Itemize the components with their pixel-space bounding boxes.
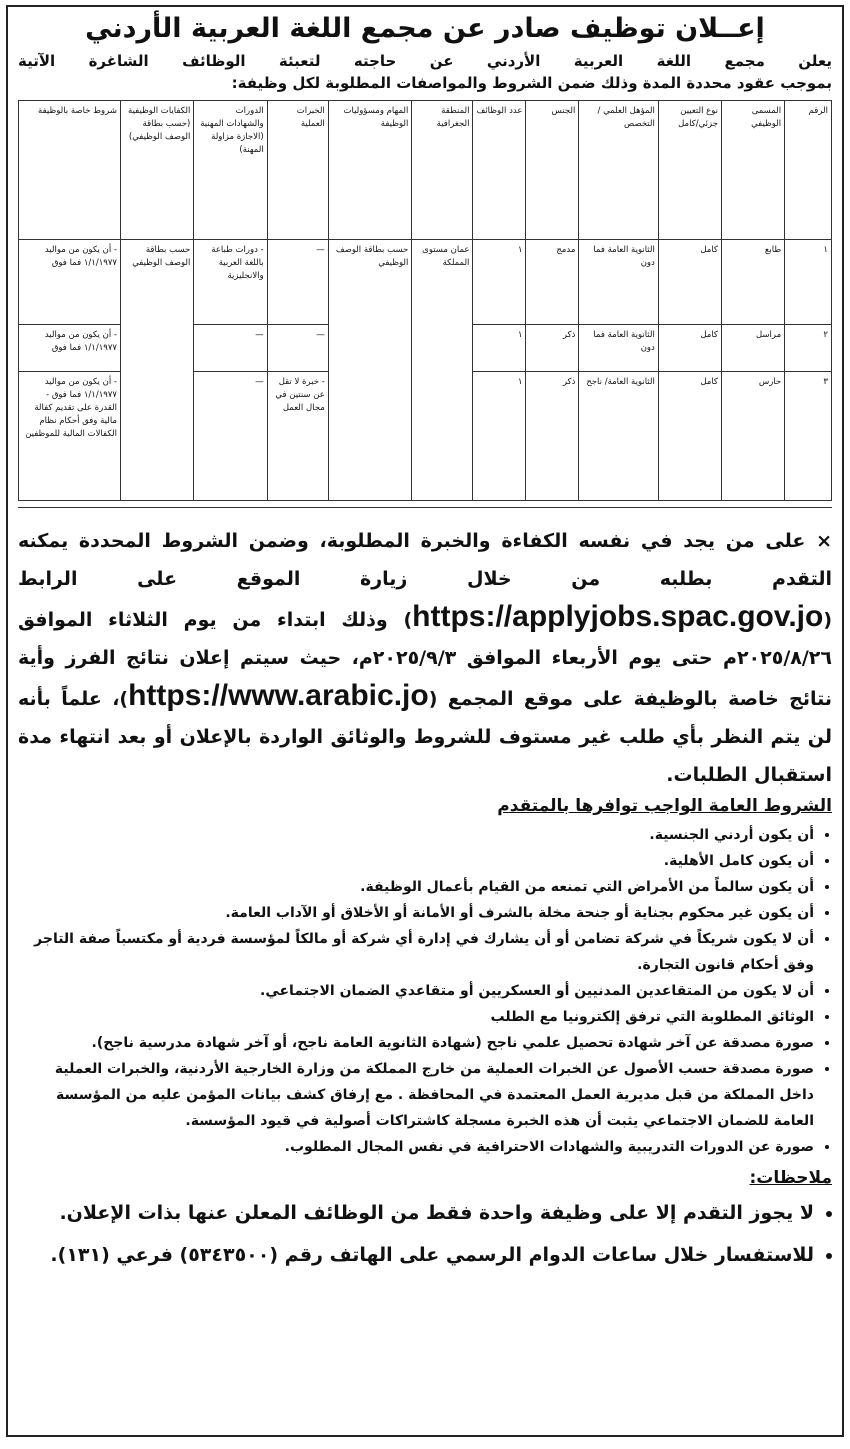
- table-cell: - أن يكون من مواليد ١/١/١٩٧٧ فما فوق - القدرة على تقديم كفالة مالية وفق أحكام نظام الكفالات المالية للموظفين: [19, 372, 121, 501]
- table-row: [19, 240, 832, 325]
- divider: [18, 507, 832, 514]
- intro-line-1: يعلن مجمع اللغة العربية الأردني عن حاجته لتعبئة الوظائف الشاغرة الآتية: [18, 52, 832, 70]
- table-cell: ٣: [785, 372, 832, 501]
- header-cell: الدورات والشهادات المهنية (الاجازة مزاولة المهنة): [194, 101, 267, 240]
- header-cell: عدد الوظائف: [473, 101, 526, 240]
- conditions-heading: الشروط العامة الواجب توافرها بالمتقدم: [497, 796, 832, 816]
- table-cell: —: [267, 325, 328, 372]
- table-cell: الثانوية العامة فما دون: [579, 240, 658, 325]
- notes-heading: ملاحظات:: [749, 1168, 832, 1188]
- table-cell: - دورات طباعة باللغة العربية والانجليزية: [194, 240, 267, 325]
- application-text-3: )، علماً بأنه لن يتم النظر بأي طلب غير مستوف للشروط والوثائق الواردة بالإعلان أو بعد انتهاء مدة استقبال الطلبات.: [18, 688, 832, 786]
- table-header-row: [19, 101, 832, 240]
- table-cell: ١: [785, 240, 832, 325]
- header-cell: المنطقة الجغرافية: [412, 101, 473, 240]
- table-cell: مدمج: [526, 240, 579, 325]
- table-cell: - أن يكون من مواليد ١/١/١٩٧٧ فما فوق: [19, 240, 121, 325]
- list-item: • أن يكون غير محكوم بجناية أو جنحة مخلة بالشرف أو الأمانة أو الأخلاق أو الآداب العامة.: [18, 900, 814, 926]
- table-cell: —: [194, 372, 267, 501]
- table-cell: - أن يكون من مواليد ١/١/١٩٧٧ فما فوق: [19, 325, 121, 372]
- application-paragraph: [18, 522, 832, 794]
- table-cell: ١: [473, 240, 526, 325]
- table-cell: ذكر: [526, 372, 579, 501]
- apply-link[interactable]: https://applyjobs.spac.gov.jo: [412, 600, 824, 633]
- header-cell: المهام ومسؤوليات الوظيفة: [328, 101, 412, 240]
- table-cell: ذكر: [526, 325, 579, 372]
- header-cell: الجنس: [526, 101, 579, 240]
- list-item: • لا يجوز التقدم إلا على وظيفة واحدة فقط من الوظائف المعلن عنها بذات الإعلان.: [18, 1192, 814, 1234]
- table-cell: - خبرة لا تقل عن سنتين في مجال العمل: [267, 372, 328, 501]
- list-item: • للاستفسار خلال ساعات الدوام الرسمي على الهاتف رقم (٥٣٤٣٥٠٠) فرعي (١٣١).: [18, 1234, 814, 1276]
- table-cell: كامل: [658, 372, 721, 501]
- table-cell: ١: [473, 372, 526, 501]
- table-cell: طابع: [721, 240, 784, 325]
- header-cell: شروط خاصة بالوظيفة: [19, 101, 121, 240]
- website-link[interactable]: https://www.arabic.jo: [128, 679, 429, 712]
- table-cell: مراسل: [721, 325, 784, 372]
- announcement-title: إعــلان توظيف صادر عن مجمع اللغة العربية الأردني: [85, 13, 765, 44]
- competencies-cell: حسب بطاقة الوصف الوظيفي: [120, 240, 193, 501]
- intro-line-2: بموجب عقود محددة المدة وذلك ضمن الشروط والمواصفات المطلوبة لكل وظيفة:: [231, 74, 832, 92]
- table-cell: الثانوية العامة/ ناجح: [579, 372, 658, 501]
- list-item: • أن يكون أردني الجنسية.: [18, 822, 814, 848]
- list-item: • أن لا يكون شريكاً في شركة تضامن أو أن يشارك في إدارة أي شركة أو مالكاً لمؤسسة فردية أو مكتسباً صفة التاجر وفق أحكام قانون التجارة.: [18, 926, 814, 978]
- conditions-list: [18, 822, 832, 1160]
- list-item: • صورة مصدقة عن آخر شهادة تحصيل علمي ناجح (شهادة الثانوية العامة ناجح، أو آخر شهادة مدرسية ناجح).: [18, 1030, 814, 1056]
- header-cell: المؤهل العلمي / التخصص: [579, 101, 658, 240]
- list-item: • أن لا يكون من المتقاعدين المدنيين أو العسكريين أو متقاعدي الضمان الاجتماعي.: [18, 978, 814, 1004]
- table-cell: ١: [473, 325, 526, 372]
- table-cell: ٢: [785, 325, 832, 372]
- job-announcement-page: [6, 5, 844, 1437]
- header-cell: نوع التعيين جزئي/كامل: [658, 101, 721, 240]
- list-item: • أن يكون كامل الأهلية.: [18, 848, 814, 874]
- header-cell: المسمى الوظيفي: [721, 101, 784, 240]
- list-item: • صورة مصدقة حسب الأصول عن الخبرات العملية من خارج المملكة من وزارة الخارجية الأردنية، والخبرات العملية داخل المملكة من قبل مديرية العمل المعتمدة في المحافظة . مع إرفاق كشف بيانات المؤمن عليه من المؤسسة العامة للضمان الاجتماعي يثبت أن هذه الخبرة مسجلة كاشتراكات أصولية في قيود المؤسسة.: [18, 1056, 814, 1134]
- header-cell: الرقم: [785, 101, 832, 240]
- region-cell: عمان مستوى المملكة: [412, 240, 473, 501]
- list-item: • أن يكون سالماً من الأمراض التي تمنعه من القيام بأعمال الوظيفة.: [18, 874, 814, 900]
- list-item: • صورة عن الدورات التدريبية والشهادات الاحترافية في نفس المجال المطلوب.: [18, 1134, 814, 1160]
- notes-list: [18, 1192, 832, 1276]
- application-text-1: × على من يجد في نفسه الكفاءة والخبرة المطلوبة، وضمن الشروط المحددة يمكنه التقدم بطلبه من خلال زيارة الموقع على الرابط (: [18, 530, 832, 631]
- table-cell: —: [267, 240, 328, 325]
- table-cell: الثانوية العامة فما دون: [579, 325, 658, 372]
- table-cell: —: [194, 325, 267, 372]
- tasks-cell: حسب بطاقة الوصف الوظيفي: [328, 240, 412, 501]
- header-cell: الكفايات الوظيفية (حسب بطاقة الوصف الوظيفي): [120, 101, 193, 240]
- jobs-table: [18, 100, 832, 501]
- application-text-2: ) وذلك ابتداء من يوم الثلاثاء الموافق ٢٠٢٥/٨/٢٦م حتى يوم الأربعاء الموافق ٢٠٢٥/٩/٣م، حيث سيتم إعلان نتائج الفرز وأية نتائج خاصة بالوظيفة على موقع المجمع (: [18, 609, 832, 710]
- list-item: • الوثائق المطلوبة التي ترفق إلكترونيا مع الطلب: [18, 1004, 814, 1030]
- table-cell: حارس: [721, 372, 784, 501]
- header-cell: الخبرات العملية: [267, 101, 328, 240]
- table-cell: كامل: [658, 240, 721, 325]
- table-cell: كامل: [658, 325, 721, 372]
